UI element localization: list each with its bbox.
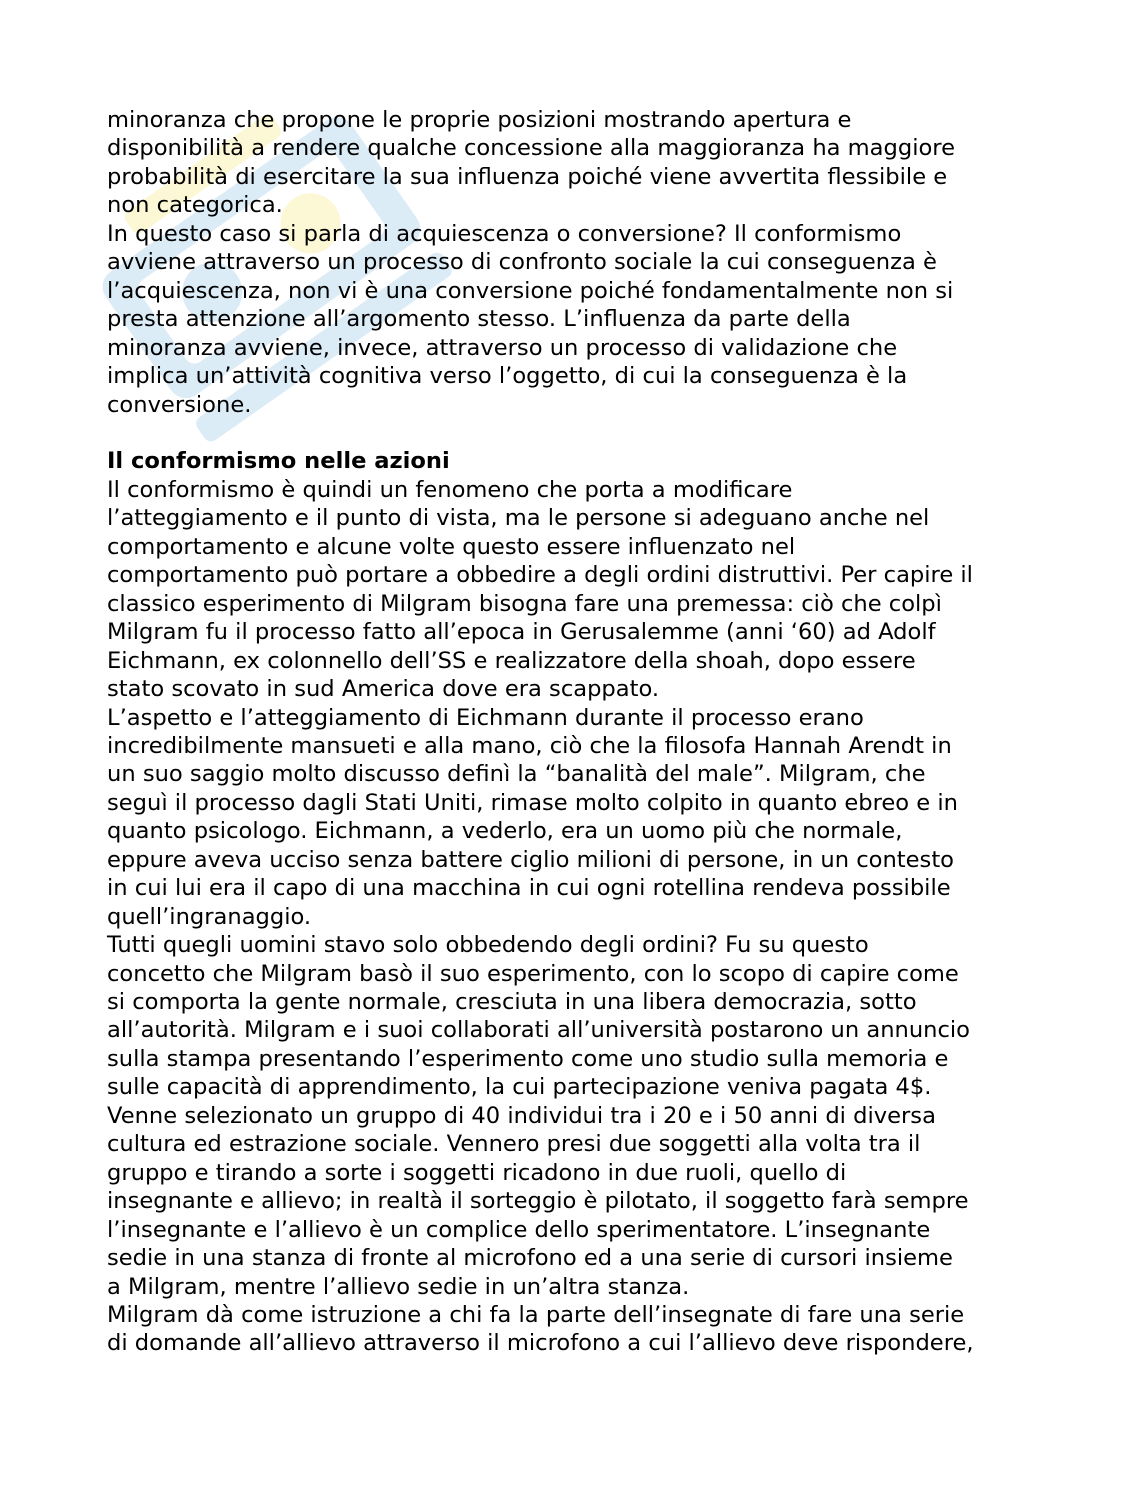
text-line: gruppo e tirando a sorte i soggetti ricadono in due ruoli, quello di (107, 1159, 847, 1186)
text-line: eppure aveva ucciso senza battere ciglio milioni di persone, in un contesto (107, 846, 955, 873)
text-line: classico esperimento di Milgram bisogna fare una premessa: ciò che colpì (107, 590, 942, 617)
text-line: In questo caso si parla di acquiescenza o conversione? Il conformismo (107, 220, 902, 247)
paragraph (107, 476, 1047, 704)
text-line: stato scovato in sud America dove era scappato. (107, 676, 660, 703)
paragraph (107, 220, 1047, 419)
text-line: concetto che Milgram basò il suo esperimento, con lo scopo di capire come (107, 960, 959, 987)
text-line: presta attenzione all’argomento stesso. L’influenza da parte della (107, 306, 851, 333)
text-line: implica un’attività cognitiva verso l’oggetto, di cui la conseguenza è la (107, 363, 908, 390)
document-body (107, 106, 1047, 1358)
text-line: l’insegnante e l’allievo è un complice dello sperimentatore. L’insegnante (107, 1216, 931, 1243)
text-line: Venne selezionato un gruppo di 40 individui tra i 20 e i 50 anni di diversa (107, 1102, 936, 1129)
text-line: all’autorità. Milgram e i suoi collaborati all’università postarono un annuncio (107, 1017, 970, 1044)
paragraph (107, 1301, 1047, 1358)
blank-line (107, 419, 1047, 447)
paragraph (107, 931, 1047, 1301)
text-line: si comporta la gente normale, cresciuta in una libera democrazia, sotto (107, 989, 917, 1016)
text-line: conversione. (107, 391, 252, 418)
text-line: quanto psicologo. Eichmann, a vederlo, era un uomo più che normale, (107, 818, 903, 845)
text-line: cultura ed estrazione sociale. Vennero presi due soggetti alla volta tra il (107, 1131, 921, 1158)
text-line: L’aspetto e l’atteggiamento di Eichmann durante il processo erano (107, 704, 864, 731)
text-line: Tutti quegli uomini stavo solo obbedendo degli ordini? Fu su questo (107, 932, 869, 959)
text-line: non categorica. (107, 192, 283, 219)
text-line: comportamento può portare a obbedire a degli ordini distruttivi. Per capire il (107, 562, 973, 589)
text-line: Il conformismo è quindi un fenomeno che porta a modificare (107, 476, 793, 503)
section-heading: Il conformismo nelle azioni (107, 448, 450, 475)
text-line: Milgram fu il processo fatto all’epoca in Gerusalemme (anni ‘60) ad Adolf (107, 619, 936, 646)
text-line: sulla stampa presentando l’esperimento come uno studio sulla memoria e (107, 1045, 949, 1072)
text-line: minoranza avviene, invece, attraverso un processo di validazione che (107, 334, 898, 361)
text-line: comportamento e alcune volte questo essere influenzato nel (107, 533, 796, 560)
text-line: avviene attraverso un processo di confronto sociale la cui conseguenza è (107, 249, 937, 276)
text-line: Milgram dà come istruzione a chi fa la parte dell’insegnate di fare una serie (107, 1302, 965, 1329)
text-line: Eichmann, ex colonnello dell’SS e realizzatore della shoah, dopo essere (107, 647, 916, 674)
text-line: minoranza che propone le proprie posizioni mostrando apertura e (107, 107, 852, 133)
text-line: incredibilmente mansueti e alla mano, ciò che la filosofa Hannah Arendt in (107, 732, 952, 759)
text-line: a Milgram, mentre l’allievo sedie in un’altra stanza. (107, 1273, 690, 1300)
text-line: probabilità di esercitare la sua influenza poiché viene avvertita flessibile e (107, 163, 948, 190)
text-line: quell’ingranaggio. (107, 903, 312, 930)
text-line: insegnante e allievo; in realtà il sorteggio è pilotato, il soggetto farà sempre (107, 1188, 969, 1215)
paragraph (107, 704, 1047, 932)
text-line: un suo saggio molto discusso definì la “banalità del male”. Milgram, che (107, 761, 926, 788)
text-line: in cui lui era il capo di una macchina in cui ogni rotellina rendeva possibile (107, 875, 951, 902)
text-line: sedie in una stanza di fronte al microfono ed a una serie di cursori insieme (107, 1245, 953, 1272)
text-line: sulle capacità di apprendimento, la cui partecipazione veniva pagata 4$. (107, 1074, 932, 1101)
text-line: l’acquiescenza, non vi è una conversione poiché fondamentalmente non si (107, 277, 954, 304)
text-line: seguì il processo dagli Stati Uniti, rimase molto colpito in quanto ebreo e in (107, 789, 958, 816)
paragraph (107, 106, 1047, 220)
text-line: disponibilità a rendere qualche concessione alla maggioranza ha maggiore (107, 135, 955, 162)
text-line: l’atteggiamento e il punto di vista, ma le persone si adeguano anche nel (107, 505, 930, 532)
text-line: di domande all’allievo attraverso il microfono a cui l’allievo deve rispondere, (107, 1330, 974, 1357)
